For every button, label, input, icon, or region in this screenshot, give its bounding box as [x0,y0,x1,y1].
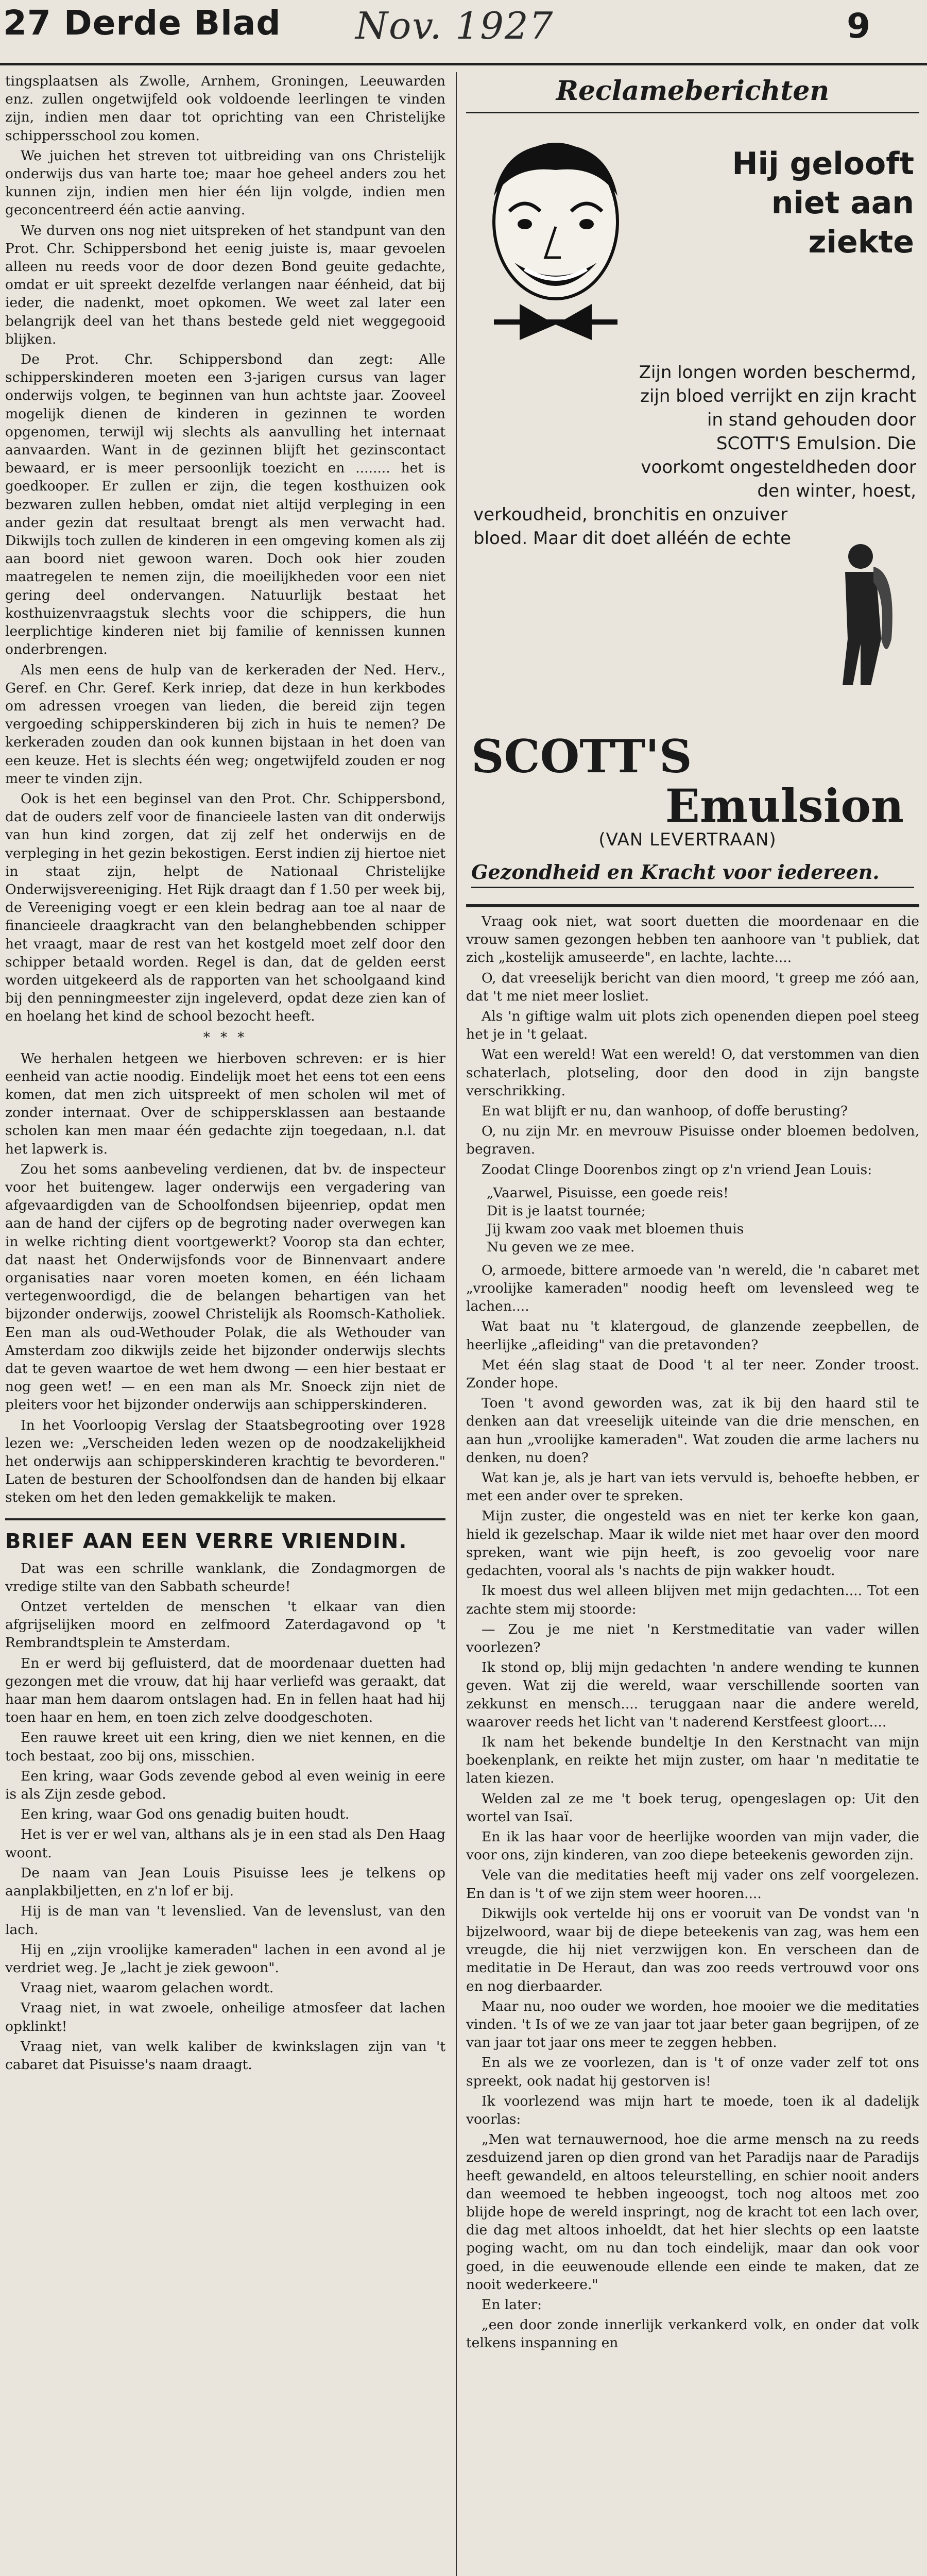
poem-line: Nu geven we ze mee. [487,1239,635,1255]
paragraph: Dat was een schrille wanklank, die Zondagmorgen de vredige stilte van den Sabbath scheurde! [5,1560,445,1595]
paragraph: We herhalen hetgeen we hierboven schreven: er is hier eenheid van actie noodig. Eindelijk moet het eens tot een eens komen, dat men zich uitspreekt of men scholen wil met of zonder internaat. Over de schippersklassen aan bestaande scholen kan men maar één gedachte zijn toegedaan, n.l. dat het lapwerk is. [5,1050,445,1157]
paragraph: „een door zonde innerlijk verkankerd volk, en onder dat volk telkens inspanning en [466,2317,919,2351]
paragraph: Ontzet vertelden de menschen 't elkaar van dien afgrijselijken moord en zelfmoord Zaterdagavond op 't Rembrandtsplein te Amsterdam. [5,1599,445,1651]
brand-name-line2: Emulsion [665,779,904,833]
paragraph: Ik moest dus wel alleen blijven met mijn gedachten.... Tot een zachte stem mij stoorde: [466,1583,919,1617]
paragraph: En ik las haar voor de heerlijke woorden van mijn vader, die voor ons, zijn kinderen, van zoo diepe beteekenis geworden zijn. [466,1828,919,1863]
page-header [0,0,927,65]
paragraph: Vele van die meditaties heeft mij vader ons zelf voorgelezen. En dan is 't of we zijn stem weer hooren.... [466,1867,919,1902]
brand-name-line1: SCOTT'S [471,730,692,783]
paragraph: Een kring, waar Gods zevende gebod al even weinig in eere is als Zijn zesde gebod. [5,1768,445,1803]
poem-line: Dit is je laatst tournée; [487,1202,646,1219]
paragraph: Dikwijls ook vertelde hij ons er vooruit van De vondst van 'n bijzelwoord, waar bij de diepe beteekenis van zag, was hem een vreugde, die hij niet verzwijgen kon. En verscheen dan de meditatie in De Heraut, dan was zoo reeds vertrouwd voor ons en nog dierbaarder. [466,1905,919,1994]
paragraph: „Men wat ternauwernood, hoe die arme mensch na zu reeds zesduizend jaren op dien grond van het Paradijs naar de Paradijs heeft gewandeld, en altoos teleurstelling, en schier nooit anders dan weemoed te hebben ingeoogst, toch nog altoos met zoo blijde hope de wereld inspringt, nog de kracht tot een lach over, die dag met altoos inhoeldt, dat het hier slechts op een laatste poging wacht, om nu dan toch eindelijk, maar dan ook voor goed, in die eeuwenoude ellende een einde te maken, dat ze nooit wederkeere." [466,2131,919,2293]
paragraph: En later: [482,2297,542,2313]
paragraph: En als we ze voorlezen, dan is 't of onze vader zelf tot ons spreekt, ook nadat hij gestorven is! [466,2055,919,2089]
paragraph: Zoodat Clinge Doorenbos zingt op z'n vriend Jean Louis: [482,1161,872,1178]
paragraph: En er werd bij gefluisterd, dat de moordenaar duetten had gezongen met die vrouw, dat hij haar verliefd was geraakt, dat haar man hem daarom ontslagen had. En in fellen haat had hij toen haar en hem, en toen zich zelve doodgeschoten. [5,1655,445,1726]
ad-body-text: Zijn longen worden beschermd, zijn bloed verrijkt en zijn kracht in stand gehouden door SCOTT'S Emulsion. Die voorkomt ongesteldheden door den winter, hoest, [639,362,916,501]
paragraph: We juichen het streven tot uitbreiding van ons Christelijk onderwijs dus van harte toe; maar hoe geheel anders zou het kunnen zijn, indien men hier één lijn volgde, indien men geconcentreerd één actie aanving. [5,147,445,218]
paragraph: O, nu zijn Mr. en mevrouw Pisuisse onder bloemen bedolven, begraven. [466,1123,919,1158]
ad-body [473,361,916,550]
article-headline: BRIEF AAN EEN VERRE VRIENDIN. [5,1518,445,1553]
paragraph: Als men eens de hulp van de kerkeraden der Ned. Herv., Geref. en Chr. Geref. Kerk inriep, dat deze in hun kerkbodes om adressen vroegen van lieden, die bereid zijn tegen vergoeding schipperskinderen bij zich in huis te nemen? De kerkeraden zouden dan ook kunnen bijstaan in het doen van een keuze. Het is slechts één weg; ongetwijfeld zouden er nog meer te vinden zijn. [5,662,445,787]
paragraph: Zou het soms aanbeveling verdienen, dat bv. de inspecteur voor het buitengew. lager onderwijs een vergadering van afgevaardigden van de Schoolfondsen bijeenriep, opdat men aan de hand der cijfers op de begroting nader overwegen kan in welke richting dient voortgewerkt? Voorop sta dan echter, dat naast het Onderwijsfonds voor de Binnenvaart andere organisaties naar voren moeten komen, en één lichaam vertegenwoordigd, die de belangen behartigen van het bijzonder onderwijs, zoowel Christelijk als Roomsch-Katholiek. Een man als oud-Wethouder Polak, die als Wethouder van Amsterdam zoo dikwijls zeide het bijzonder onderwijs slechts dat te geven waartoe de wet hem dwong — een hier bestaat er nog geen wet! — en een man als Mr. Snoeck zijn niet de pleiters voor het bijzonder onderwijs aan schipperskinderen. [5,1161,445,1413]
paragraph: Vraag niet, in wat zwoele, onheilige atmosfeer dat lachen opklinkt! [5,2000,445,2035]
ad-section-header: Reclameberichten [466,72,919,113]
paragraph: Ik voorlezend was mijn hart te moede, toen ik al dadelijk voorlas: [466,2093,919,2127]
paragraph: De Prot. Chr. Schippersbond dan zegt: Alle schipperskinderen moeten een 3-jarigen cursus van lager onderwijs volgen, te beginnen van hun achtste jaar. Zooveel mogelijk dienen de kinderen in gezinnen te worden opgenomen, terwijl wij slechts als aanvulling het internaat aanvaarden. Want in de gezinnen blijft het gezinscontact bewaard, er is meer persoonlijk toezicht en ........ het is goedkooper. Er zullen er zijn, die tegen kosthuizen ook bezwaren zullen hebben, omdat niet altijd verpleging in een ander gezin dat resultaat brengt als men verwacht had. Dikwijls toch zullen de kinderen in een omgeving komen als zij aan boord niet gewoon waren. Doch ook hier zouden maatregelen te nemen zijn, die moeilijkheden voor een niet gering deel ondervangen. Natuurlijk bestaat het kosthuizenvraagstuk slechts voor die schippers, die hun leerplichtige kinderen niet bij familie of kennissen kunnen onderbrengen. [5,351,445,658]
paragraph: Wat baat nu 't klatergoud, de glanzende zeepbellen, de heerlijke „afleiding" van die pretavonden? [466,1318,919,1353]
scotts-emulsion-ad [466,72,919,907]
paragraph: O, armoede, bittere armoede van 'n wereld, die 'n cabaret met „vroolijke kameraden" noodig heeft om levensleed weg te lachen.... [466,1262,919,1315]
paragraph: O, dat vreeselijk bericht van dien moord, 't greep me zóó aan, dat 't me niet meer losliet. [466,970,919,1004]
paragraph: Ik stond op, blij mijn gedachten 'n andere wending te kunnen geven. Wat zij die wereld, waar verschillende soorten van zekkunst en mensch.... teruggaan naar die andere wereld, waarover reeds het licht van 't naderend Kerstfeest gloort.... [466,1659,919,1730]
ad-headline: Hij gelooft niet aan ziekte [732,146,914,260]
paragraph: Vraag niet, van welk kaliber de kwinkslagen zijn van 't cabaret dat Pisuisse's naam draagt. [5,2038,445,2073]
right-column [466,72,919,2576]
left-column [5,72,445,2576]
ad-slogan: Gezondheid en Kracht voor iedereen. [471,860,914,888]
paragraph: De naam van Jean Louis Pisuisse lees je telkens op aanplakbiljetten, en z'n lof er bij. [5,1865,445,1900]
paragraph: Welden zal ze me 't boek terug, opengeslagen op: Uit den wortel van Isaï. [466,1790,919,1825]
ad-body-text: verkoudheid, bronchitis en onzuiver bloed. Maar dit doet alléén de echte [473,504,791,549]
handwritten-date: Nov. 1927 [355,4,554,47]
paragraph: Wat kan je, als je hart van iets vervuld is, behoefte hebben, er met een ander over te spreken. [466,1470,919,1504]
paragraph: Ik nam het bekende bundeltje In den Kerstnacht van mijn boekenplank, en reikte het mijn zuster, om haar 'n meditatie te laten kiezen. [466,1734,919,1787]
paragraph: Mijn zuster, die ongesteld was en niet ter kerke kon gaan, hield ik gezelschap. Maar ik wilde niet met haar over den moord spreken, want wie pijn heeft, is zoo gevoelig voor nare gedachten, vooral als 's nachts de pijn wakker houdt. [466,1508,919,1579]
page-number: 9 [847,6,870,46]
paragraph: Als 'n giftige walm uit plots zich openenden diepen poel steeg het je in 't gelaat. [466,1008,919,1043]
poem [487,1184,919,1256]
paragraph: — Zou je me niet 'n Kerstmeditatie van vader willen voorlezen? [466,1621,919,1655]
brand-logo [471,732,914,831]
smiling-man-illustration [473,134,638,350]
paragraph: Het is ver er wel van, althans als je in een stad als Den Haag woont. [5,1826,445,1861]
paragraph: Een rauwe kreet uit een kring, dien we niet kennen, en die toch bestaat, zoo bij ons, misschien. [5,1730,445,1764]
paragraph: Vraag niet, waarom gelachen wordt. [21,1980,274,1996]
paragraph: Toen 't avond geworden was, zat ik bij den haard stil te denken aan dat vreeselijk uiteinde van die drie menschen, en aan hun „vroolijke kameraden". Wat zouden die arme lachers nu denken, nu doen? [466,1395,919,1466]
poem-line: „Vaarwel, Pisuisse, een goede reis! [487,1184,729,1201]
paragraph: Wat een wereld! Wat een wereld! O, dat verstommen van dien schaterlach, plotseling, door den dood in zijn bangste verschrikking. [466,1046,919,1099]
paragraph: Vraag ook niet, wat soort duetten die moordenaar en die vrouw samen gezongen hebben ten aanhoore van 't publiek, dat zich „kostelijk amuseerde", en lachte, lachte.... [466,913,919,966]
paragraph: Maar nu, noo ouder we worden, hoe mooier we die meditaties vinden. 't Is of we ze van jaar tot jaar beter gaan begrijpen, of ze van jaar tot jaar ons meer te zeggen hebben. [466,1998,919,2051]
paragraph: tingsplaatsen als Zwolle, Arnhem, Groningen, Leeuwarden enz. zullen ongetwijfeld ook voldoende leerlingen te vinden zijn, indien men daar tot oprichting van een Christelijke schippersschool zou komen. [5,73,445,144]
section-separator: * * * [203,1029,248,1045]
paragraph: Hij en „zijn vroolijke kameraden" lachen in een avond al je verdriet weg. Je „lacht je ziek gewoon". [5,1941,445,1976]
paragraph: We durven ons nog niet uitspreken of het standpunt van den Prot. Chr. Schippersbond het eenig juiste is, maar gevoelen alleen nu reeds voor de door dezen Bond geuite gedachte, omdat er uit spreekt dezelfde verlangen naar éénheid, dat bij ieder, die nadenkt, moet opkomen. We weet zal later een belangrijk deel van het thans bestede geld niet weggegooid blijken. [5,222,445,347]
paragraph: In het Voorloopig Verslag der Staatsbegrooting over 1928 lezen we: „Verscheiden leden wezen op de noodzakelijkheid het onderwijs aan schipperskinderen krachtig te bevorderen." Laten de besturen der Schoolfondsen dan de handen bij elkaar steken om het den leden gemakkelijk te maken. [5,1417,445,1506]
section-title: 27 Derde Blad [3,3,281,43]
column-divider [456,72,457,2576]
paragraph: Een kring, waar God ons genadig buiten houdt. [21,1806,350,1823]
paragraph: Ook is het een beginsel van den Prot. Chr. Schippersbond, dat de ouders zelf voor de financieele lasten van dit onderwijs van hun kind zorgen, dat zij zelf het onderwijs en de verpleging in het gezin bekostigen. Eerst indien zij hiertoe niet in staat zijn, helpt de Nationaal Christelijke Onderwijsvereeniging. Het Rijk draagt dan f 1.50 per week bij, de Vereeniging voegt er een klein bedrag aan toe al naar de financieele draagkracht van den belanghebbenden schipper het vraagt, maar de rest van het kostgeld moet zelf door den schipper betaald worden. Regel is dan, dat de gelden eerst worden uitgekeerd als de rapporten van het schoolgaand kind bij den penningmeester zijn ingeleverd, opdat deze zien kan of en hoelang het kind de school bezocht heeft. [5,790,445,1025]
paragraph: En wat blijft er nu, dan wanhoop, of doffe berusting? [482,1103,848,1120]
paragraph: Hij is de man van 't levenslied. Van de levenslust, van den lach. [5,1903,445,1938]
ad-subtitle: (VAN LEVERTRAAN) [598,829,777,850]
paragraph: Met één slag staat de Dood 't al ter neer. Zonder troost. Zonder hope. [466,1357,919,1392]
fisherman-with-fish-illustration [825,536,907,690]
poem-line: Jij kwam zoo vaak met bloemen thuis [487,1221,744,1237]
